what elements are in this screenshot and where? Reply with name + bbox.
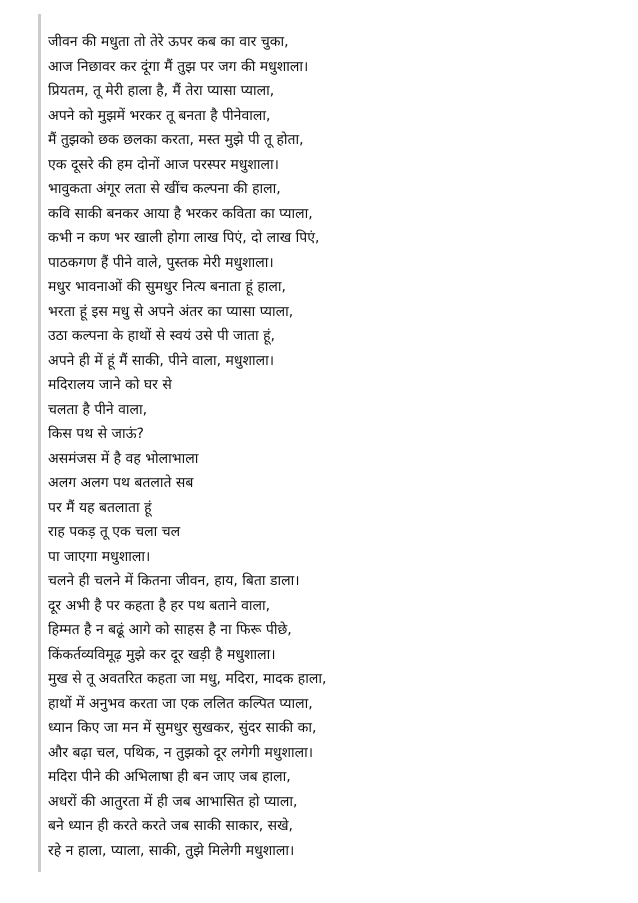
poem-line: मदिरालय जाने को घर से	[48, 377, 172, 393]
poem-line: हिम्मत है न बढूं आगे को साहस है ना फिरू पीछे,	[48, 622, 292, 638]
poem-line: अधरों की आतुरता में ही जब आभासित हो प्याला,	[48, 793, 298, 810]
poem-line: किंकर्तव्यविमूढ़ मुझे कर दूर खड़ी है मधुशाला।	[48, 646, 276, 663]
poem-line: किस पथ से जाऊं?	[48, 426, 144, 442]
poem-line: ध्यान किए जा मन में सुमधुर सुखकर, सुंदर साकी का,	[48, 720, 317, 736]
poem-line: हाथों में अनुभव करता जा एक ललित कल्पित प्याला,	[48, 695, 313, 712]
poem-line: प्रियतम, तू मेरी हाला है, मैं तेरा प्यासा प्याला,	[48, 83, 275, 99]
poem-line: असमंजस में है वह भोलाभाला	[48, 450, 199, 467]
poem-line: उठा कल्पना के हाथों से स्वयं उसे पी जाता हूं,	[48, 328, 276, 344]
poem-line: भरता हूं इस मधु से अपने अंतर का प्यासा प्याला,	[48, 303, 294, 320]
poem-line: पाठकगण हैं पीने वाले, पुस्तक मेरी मधुशाला।	[48, 254, 274, 271]
poem-line: चलने ही चलने में कितना जीवन, हाय, बिता डाला।	[48, 573, 300, 589]
poem-line: राह पकड़ तू एक चला चल	[48, 524, 181, 540]
poem-line: चलता है पीने वाला,	[48, 401, 148, 418]
poem-line: अपने को मुझमें भरकर तू बनता है पीनेवाला,	[48, 107, 271, 124]
poem-line: भावुकता अंगूर लता से खींच कल्पना की हाला,	[48, 181, 281, 197]
poem-line: मैं तुझको छक छलका करता, मस्त मुझे पी तू होता,	[48, 132, 304, 148]
poem-line: मदिरा पीने की अभिलाषा ही बन जाए जब हाला,	[48, 769, 291, 785]
poem-line: और बढ़ा चल, पथिक, न तुझको दूर लगेगी मधुशाला।	[48, 744, 314, 761]
poem-line: पा जाएगा मधुशाला।	[48, 548, 151, 565]
poem-line: एक दूसरे की हम दोनों आज परस्पर मधुशाला।	[48, 156, 279, 173]
poem-line: पर मैं यह बतलाता हूं	[48, 499, 152, 516]
blockquote-border	[38, 14, 41, 872]
poem-line: कवि साकी बनकर आया है भरकर कविता का प्याला,	[48, 205, 313, 222]
poem-line: बने ध्यान ही करते करते जब साकी साकार, सखे,	[48, 818, 293, 834]
poem-line: कभी न कण भर खाली होगा लाख पिएं, दो लाख पिएं,	[48, 230, 320, 246]
poem-line: दूर अभी है पर कहता है हर पथ बताने वाला,	[48, 597, 271, 614]
poem-line: मुख से तू अवतरित कहता जा मधु, मदिरा, मादक हाला,	[48, 671, 327, 687]
poem-line: अपने ही में हूं मैं साकी, पीने वाला, मधुशाला।	[48, 352, 275, 369]
poem-line: रहे न हाला, प्याला, साकी, तुझे मिलेगी मधुशाला।	[48, 842, 295, 859]
poem-line: मधुर भावनाओं की सुमधुर नित्य बनाता हूं हाला,	[48, 279, 286, 295]
poem-line: अलग अलग पथ बतलाते सब	[48, 475, 194, 491]
poem-line: जीवन की मधुता तो तेरे ऊपर कब का वार चुका,	[48, 34, 289, 50]
poem-text	[48, 30, 628, 863]
poem-line: आज निछावर कर दूंगा मैं तुझ पर जग की मधुशाला।	[48, 58, 309, 75]
